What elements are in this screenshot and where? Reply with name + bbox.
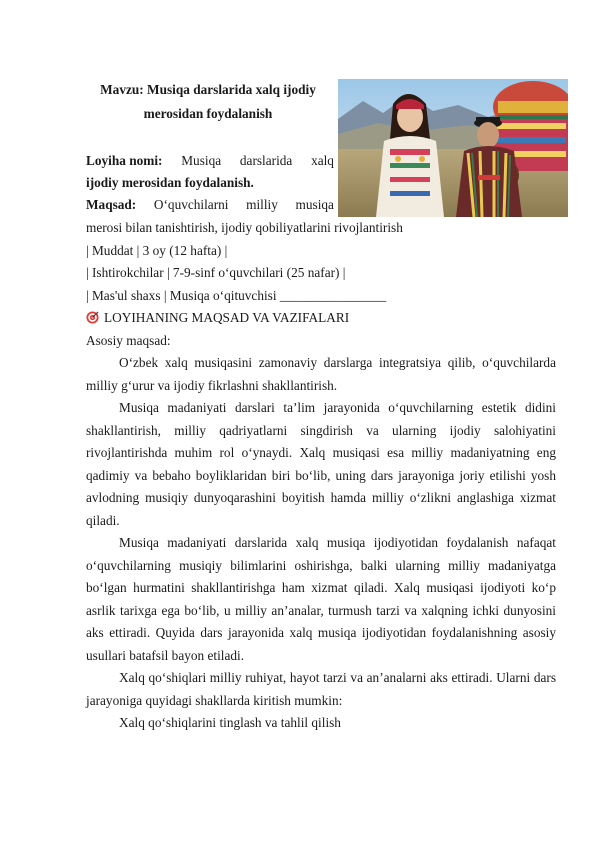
topic-title-line-2: merosidan foydalanish (143, 106, 273, 121)
folk-costume-photo-illustration (338, 79, 568, 217)
folk-costume-photo (338, 79, 568, 217)
project-name-word: darslarida (239, 153, 293, 168)
project-name-word: Musiqa (181, 153, 222, 168)
topic-title-line-1: Mavzu: Musiqa darslarida xalq ijodiy (100, 82, 316, 97)
project-name-continuation: ijodiy merosidan foydalanish. (86, 175, 254, 190)
project-goal-word: musiqa (295, 197, 334, 212)
meta-row-responsible: | Mas'ul shaxs | Musiqa o‘qituvchisi ________________ (86, 287, 387, 303)
paragraph: O‘zbek xalq musiqasini zamonaviy darslarga integratsiya qilib, o‘quvchilarda milliy g‘urur va ijodiy fikrlashni shakllantirish. (86, 355, 556, 393)
paragraph: Xalq qo‘shiqlari milliy ruhiyat, hayot tarzi va an’analarni aks ettiradi. Ularni dars jarayoniga quyidagi shakllarda kiritish mumkin: (86, 670, 556, 708)
paragraph: Musiqa madaniyati darslari ta’lim jarayonida o‘quvchilarning estetik didini shakllantirish, milliy qadriyatlarni singdirish va ularning ijodiy salohiyatini rivojlantirishda muhim rol o‘ynaydi. Xalq musiqasi esa milliy madaniyatning eng qadimiy va bebaho boyliklaridan biri bo‘lib, uning dars jarayoniga joriy etilishi yosh avlodning musiqiy dunyoqarashini boyitish hamda milliy o‘zlikni anglashiga xizmat qiladi. (86, 400, 556, 528)
section-heading-text: LOYIHANING MAQSAD VA VAZIFALARI (104, 310, 350, 325)
paragraph: Xalq qo‘shiqlarini tinglash va tahlil qilish (119, 715, 341, 730)
project-goal-line-1 (86, 194, 334, 216)
project-name-line-2 (86, 172, 334, 194)
document-body (86, 217, 556, 735)
meta-row-participants: | Ishtirokchilar | 7-9-sinf o‘quvchilari (25 nafar) | (86, 265, 346, 280)
meta-row-duration: | Muddat | 3 oy (12 hafta) | (86, 242, 228, 258)
project-goal-label: Maqsad: (86, 197, 137, 212)
project-intro (86, 150, 334, 216)
project-name-word: xalq (311, 153, 334, 168)
target-icon (86, 311, 99, 324)
paragraph: Musiqa madaniyati darslarida xalq musiqa ijodiyotidan foydalanish nafaqat o‘quvchilarning musiqiy bilimlarini oshirishga, balki ularning milliy madaniyatga bo‘lgan hurmatini shakllantirishga ham xizmat qiladi. Xalq musiqasi ijodiyoti ko‘p asrlik tarixga ega bo‘lib, u milliy an’analar, turmush tarzi va xalqning ichki dunyosini aks ettiradi. Quyida dars jarayonida xalq musiqa ijodiyotidan foydalanishning asosiy usullari batafsil bayon etiladi. (86, 535, 556, 663)
project-name-line-1 (86, 150, 334, 172)
project-goal-word: milliy (246, 197, 278, 212)
paragraph-list (86, 352, 556, 735)
project-name-label: Loyiha nomi: (86, 153, 163, 168)
project-goal-continuation: merosi bilan tanishtirish, ijodiy qobiliyatlarini rivojlantirish (86, 220, 403, 235)
project-goal-word: O‘quvchilarni (153, 197, 229, 212)
section-heading (86, 307, 556, 330)
main-goal-label: Asosiy maqsad: (86, 332, 171, 348)
